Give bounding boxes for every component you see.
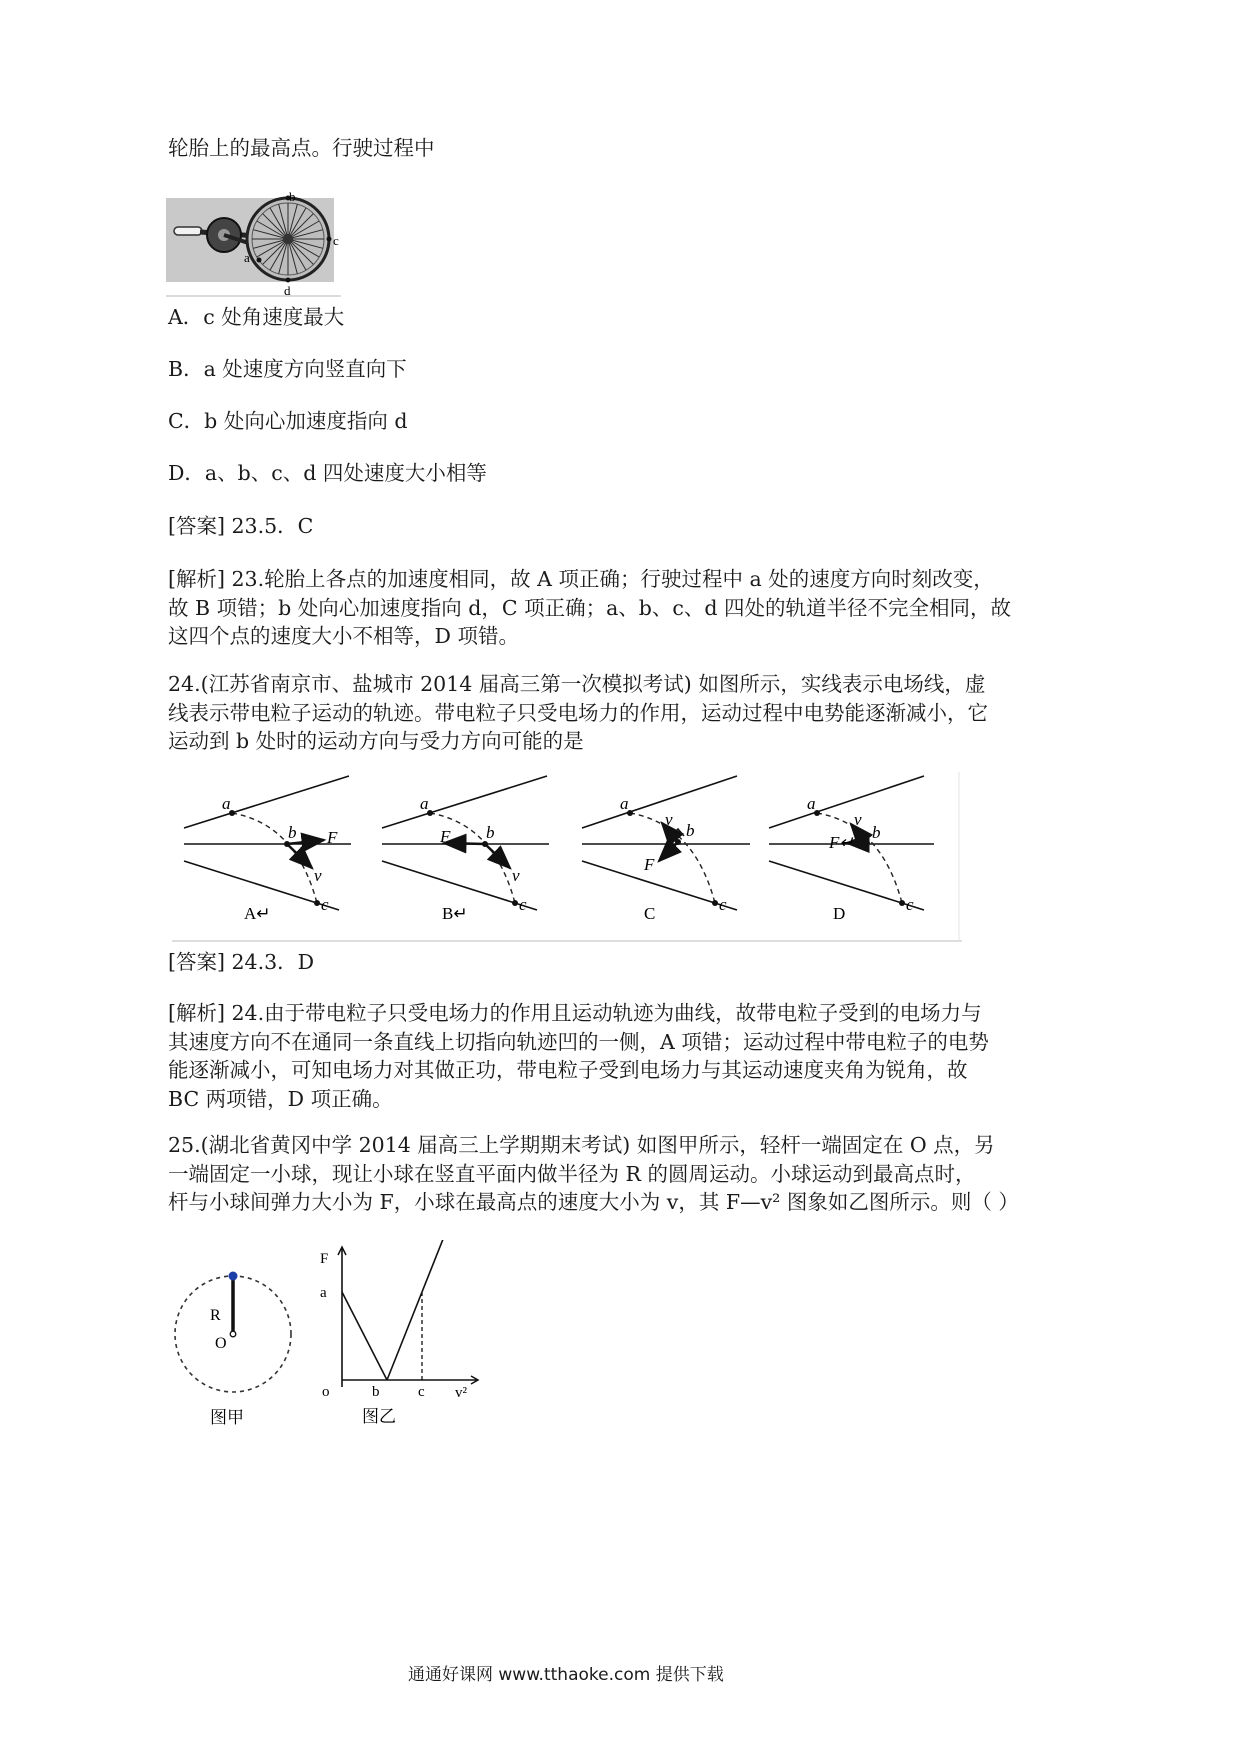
- series-line-1: [342, 1292, 387, 1380]
- caption-a: A↵: [244, 904, 271, 923]
- svg-text:v: v: [665, 810, 673, 829]
- svg-text:a: a: [807, 794, 816, 813]
- svg-text:F: F: [440, 827, 451, 846]
- svg-text:a: a: [222, 794, 231, 813]
- svg-text:a: a: [620, 794, 629, 813]
- q25-stem: [168, 1131, 1088, 1217]
- svg-text:c: c: [321, 895, 329, 914]
- svg-text:v: v: [512, 866, 520, 885]
- pivot-o: [230, 1331, 236, 1337]
- label-F: F: [320, 1251, 329, 1267]
- svg-text:b: b: [872, 823, 881, 842]
- svg-text:b: b: [288, 823, 297, 842]
- svg-text:c: c: [519, 895, 527, 914]
- svg-text:F: F: [644, 855, 655, 874]
- q23-option-d: D．a、b、c、d 四处速度大小相等: [168, 461, 487, 485]
- caption-yi: 图乙: [362, 1407, 396, 1426]
- analysis-line: 能逐渐减小，可知电场力对其做正功，带电粒子受到电场力与其运动速度夹角为锐角，故: [168, 1058, 968, 1082]
- panel-b: [382, 776, 549, 923]
- analysis-line: 故 B 项错；b 处向心加速度指向 d，C 项正确；a、b、c、d 四处的轨道半径不完全相同，故: [168, 595, 1012, 620]
- point-a: [257, 258, 262, 263]
- point-c: [327, 237, 332, 242]
- svg-text:F↵: F↵: [829, 833, 854, 852]
- label-d: d: [284, 283, 291, 298]
- panel-d: [769, 776, 934, 923]
- svg-text:O: O: [215, 1335, 227, 1352]
- wheel-hub: [283, 234, 293, 244]
- field-lines-figure: [172, 772, 964, 944]
- label-v2: v²: [455, 1385, 467, 1401]
- q23-option-b: B．a 处速度方向竖直向下: [168, 357, 407, 381]
- caption-d: D: [833, 904, 846, 923]
- q23-answer: [答案] 23.5．C: [168, 514, 314, 538]
- svg-text:R: R: [210, 1307, 221, 1324]
- svg-text:b: b: [686, 821, 695, 840]
- bicycle-figure: [166, 190, 346, 300]
- svg-text:v: v: [854, 810, 862, 829]
- tick-b: b: [372, 1384, 380, 1400]
- label-b: b: [289, 190, 296, 204]
- footer-credit: 通通好课网 www.tthaoke.com 提供下载: [408, 1665, 724, 1685]
- caption-jia: 图甲: [210, 1408, 244, 1427]
- q24-answer: [答案] 24.3．D: [168, 950, 315, 974]
- label-a: a: [244, 250, 250, 265]
- panel-a: [184, 776, 351, 923]
- analysis-line: 其速度方向不在通同一条直线上切指向轨迹凹的一侧，A 项错；运动过程中带电粒子的电势: [168, 1029, 989, 1054]
- tick-a: a: [320, 1285, 327, 1301]
- analysis-line: [解析] 24.由于带电粒子只受电场力的作用且运动轨迹为曲线，故带电粒子受到的电场力与: [168, 1001, 982, 1025]
- stem-line: 杆与小球间弹力大小为 F，小球在最高点的速度大小为 v，其 F—v² 图象如乙图所示。则（ ）: [168, 1190, 1019, 1214]
- q23-option-c: C．b 处向心加速度指向 d: [168, 409, 408, 433]
- stem-line: 一端固定一小球，现让小球在竖直平面内做半径为 R 的圆周运动。小球运动到最高点时，: [168, 1161, 976, 1186]
- analysis-line: [解析] 23.轮胎上各点的加速度相同，故 A 项正确；行驶过程中 a 处的速度方向时刻改变，: [168, 567, 994, 591]
- caption-b: B↵: [442, 904, 468, 923]
- tick-c: c: [418, 1384, 425, 1400]
- stem-line: 线表示带电粒子运动的轨迹。带电粒子只受电场力的作用，运动过程中电势能逐渐减小，它: [168, 700, 988, 725]
- q23-option-a: A．c 处角速度最大: [168, 305, 345, 329]
- svg-text:b: b: [486, 823, 495, 842]
- stem-line: 24.(江苏省南京市、盐城市 2014 届高三第一次模拟考试) 如图所示，实线表示电场线，虚: [168, 672, 986, 696]
- svg-text:F: F: [327, 828, 338, 847]
- stem-line: 25.(湖北省黄冈中学 2014 届高三上学期期末考试) 如图甲所示，轻杆一端固定在 O 点，另: [168, 1133, 995, 1157]
- svg-text:c: c: [719, 895, 727, 914]
- q23-analysis: [168, 565, 1088, 651]
- analysis-line: 这四个点的速度大小不相等，D 项错。: [168, 624, 519, 648]
- q24-stem: [168, 670, 1088, 756]
- q23-stem-tail: 轮胎上的最高点。行驶过程中: [168, 136, 435, 160]
- point-d: [286, 278, 291, 283]
- figure-jia: [170, 1245, 310, 1430]
- tick-o: o: [322, 1384, 330, 1400]
- caption-c: C: [644, 904, 656, 923]
- analysis-line: BC 两项错，D 项正确。: [168, 1086, 393, 1111]
- panel-c: [582, 776, 750, 923]
- svg-text:a: a: [420, 794, 429, 813]
- svg-text:c: c: [906, 895, 914, 914]
- handle-grip: [174, 227, 202, 235]
- svg-text:v: v: [314, 866, 322, 885]
- label-c: c: [333, 233, 339, 248]
- series-line-2: [387, 1240, 449, 1380]
- q24-analysis: [168, 999, 1088, 1113]
- ball: [229, 1272, 238, 1281]
- stem-line: 运动到 b 处时的运动方向与受力方向可能的是: [168, 729, 584, 753]
- figure-yi-chart: [312, 1240, 482, 1430]
